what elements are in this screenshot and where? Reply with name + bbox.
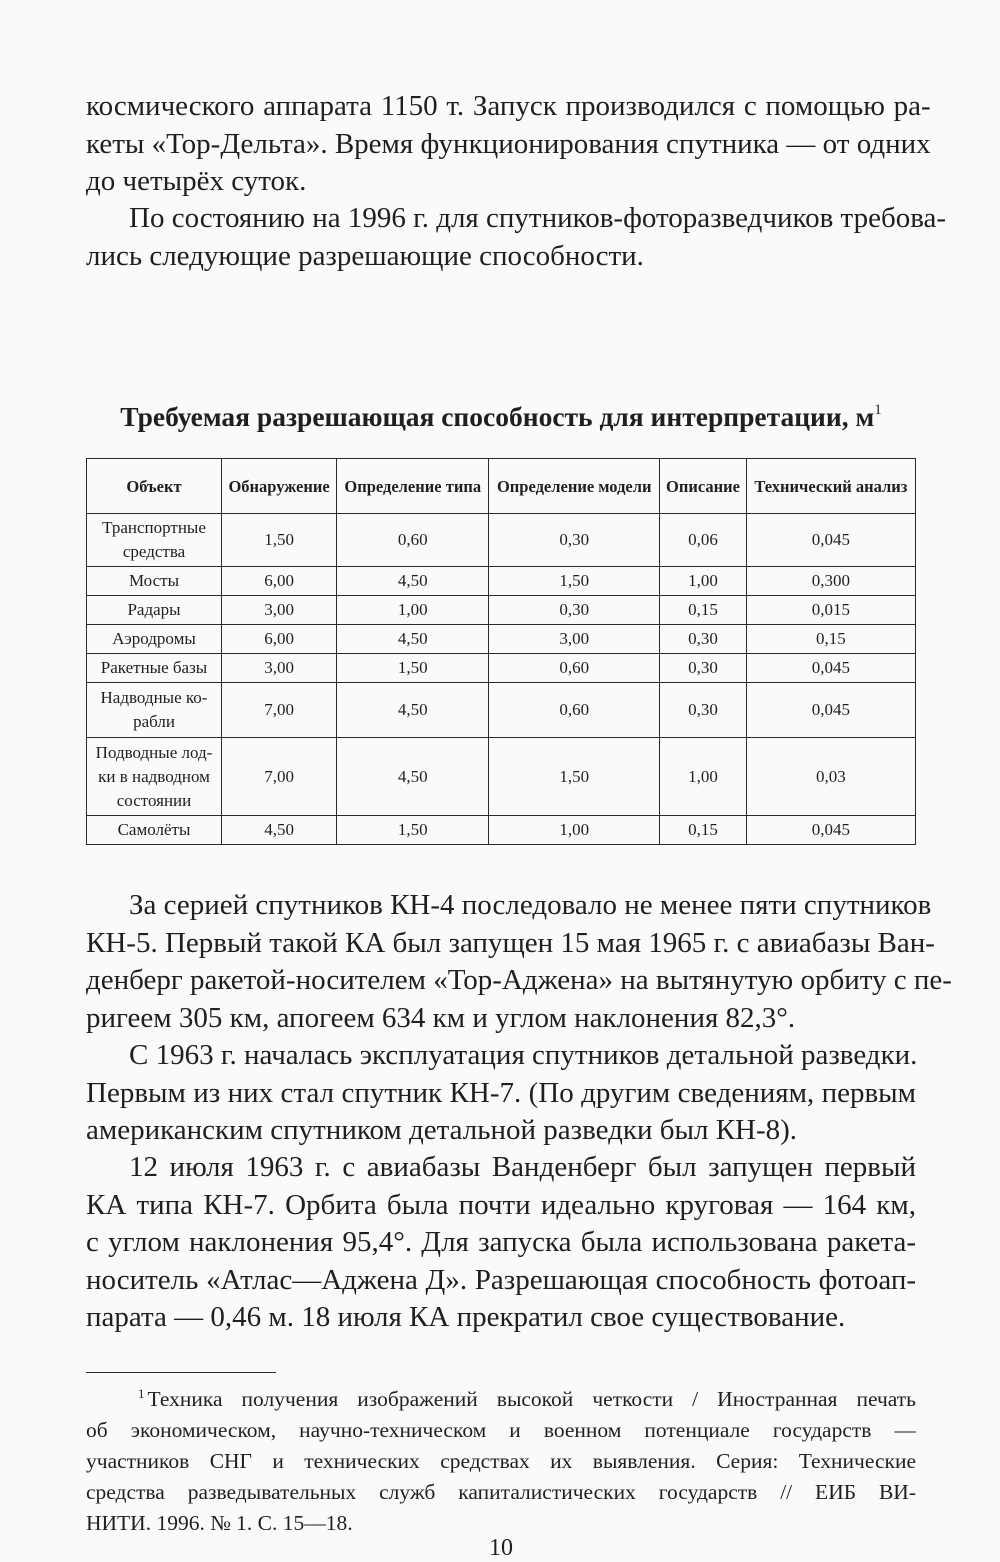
table-row [87,683,916,738]
text-line: ригеем 305 км, апогеем 634 км и углом наклонения 82,3°. [86,1001,796,1034]
table-row [87,654,916,683]
footnote-marker: 1 [138,1386,145,1401]
table-cell: 0,30 [489,514,660,567]
table-cell: 3,00 [222,596,337,625]
table-row [87,596,916,625]
text-line: КА типа КН-7. Орбита была почти идеально круговая — 164 км, [86,1188,916,1221]
table-cell: 0,60 [489,654,660,683]
table-row [87,816,916,845]
table-cell: 0,30 [660,625,747,654]
table-row [87,567,916,596]
table-cell: Ракетные базы [87,654,222,683]
text-line: американским спутником детальной разведки был КН-8). [86,1114,798,1146]
table-cell: 0,15 [746,625,915,654]
table-cell: Радары [87,596,222,625]
table-cell: 0,045 [746,514,915,567]
table-header-row [87,459,916,514]
footnote-line: об экономическом, научно-техническом и военном потенциале государств — [86,1418,916,1442]
table-cell: 4,50 [337,625,489,654]
table-row [87,625,916,654]
table-cell: 4,50 [337,567,489,596]
table-cell: Надводные ко-рабли [87,683,222,738]
column-header: Определение типа [337,459,489,514]
column-header: Объект [87,459,222,514]
table-cell: 0,03 [746,738,915,816]
table-cell: 1,00 [337,596,489,625]
table-cell: 3,00 [222,654,337,683]
footnote-line: $^1$ Техника получения изображений высокой четкости / Иностранная печать [138,1386,916,1411]
text-line: КН-5. Первый такой КА был запущен 15 мая 1965 г. с авиабазы Ван- [86,926,935,959]
table-cell: 0,045 [746,683,915,738]
text-line: с углом наклонения 95,4°. Для запуска была использована ракета- [86,1226,916,1258]
text-line: парата — 0,46 м. 18 июля КА прекратил свое существование. [86,1301,846,1333]
text-line: лись следующие разрешающие способности. [86,239,644,272]
paragraph-2 [86,200,947,275]
table-cell: 0,15 [660,816,747,845]
resolution-table [86,458,916,845]
footnote-ref: 1 [874,402,882,418]
table-cell: 0,30 [660,654,747,683]
footnote-line: средства разведывательных служб капиталистических государств // ЕИБ ВИ- [86,1480,916,1504]
table-cell: 4,50 [337,683,489,738]
table-cell: 0,30 [660,683,747,738]
column-header: Определение модели [489,459,660,514]
page-number: 10 [489,1535,513,1561]
table-cell: 0,300 [746,567,915,596]
table-cell: 0,015 [746,596,915,625]
table-cell: 0,15 [660,596,747,625]
text-line: 12 июля 1963 г. с авиабазы Ванденберг был запущен первый [129,1151,916,1183]
text-line: С 1963 г. началась эксплуатация спутников детальной разведки. [129,1039,918,1071]
column-header: Описание [660,459,747,514]
table-cell: 0,045 [746,654,915,683]
column-header: Обнаружение [222,459,337,514]
footnote-line: НИТИ. 1996. № 1. С. 15—18. [86,1511,353,1535]
footnote [86,1378,916,1539]
text-line: По состоянию на 1996 г. для спутников-фоторазведчиков требова- [129,202,947,234]
text-line: Первым из них стал спутник КН-7. (По другим сведениям, первым [86,1076,916,1109]
table-cell: 1,50 [489,738,660,816]
text-line: носитель «Атлас—Аджена Д». Разрешающая способность фотоап- [86,1263,916,1296]
paragraph-3 [86,887,952,1037]
table-row [87,738,916,816]
table-cell: Аэродромы [87,625,222,654]
table-cell: 1,50 [337,816,489,845]
table-row [87,514,916,567]
table-cell: Самолёты [87,816,222,845]
table-cell: 0,045 [746,816,915,845]
table-cell: 0,60 [489,683,660,738]
table-cell: 0,60 [337,514,489,567]
table-cell: 1,00 [660,567,747,596]
table-cell: 1,00 [489,816,660,845]
table-cell: 1,50 [489,567,660,596]
text-line: до четырёх суток. [86,165,307,197]
text-line: За серией спутников КН-4 последовало не менее пяти спутников [129,889,932,921]
table-cell: Транспортные средства [87,514,222,567]
footnote-divider [86,1372,276,1373]
table-cell: 1,50 [222,514,337,567]
table-cell: 1,50 [337,654,489,683]
table-cell: 6,00 [222,625,337,654]
table-cell: 4,50 [337,738,489,816]
paragraph-1 [86,88,931,201]
table-cell: 7,00 [222,683,337,738]
table-cell: Мосты [87,567,222,596]
text-line: кеты «Тор-Дельта». Время функционирования спутника — от одних [86,127,931,160]
column-header: Технический анализ [746,459,915,514]
text-line: денберг ракетой-носителем «Тор-Аджена» на вытянутую орбиту с пе- [86,964,952,996]
table-cell: 0,06 [660,514,747,567]
paragraph-5 [86,1149,916,1337]
table-cell: 7,00 [222,738,337,816]
table-title: Требуемая разрешающая способность для интерпретации, $м^1$ [120,401,882,432]
text-line: космического аппарата 1150 т. Запуск производился с помощью ра- [86,90,931,122]
table-cell: Подводные лод-ки в надводном состоянии [87,738,222,816]
table-cell: 6,00 [222,567,337,596]
table-cell: 4,50 [222,816,337,845]
table-cell: 3,00 [489,625,660,654]
footnote-line: участников СНГ и технических средствах их выявления. Серия: Технические [86,1449,916,1473]
table-cell: 0,30 [489,596,660,625]
table-cell: 1,00 [660,738,747,816]
paragraph-4 [86,1037,916,1150]
